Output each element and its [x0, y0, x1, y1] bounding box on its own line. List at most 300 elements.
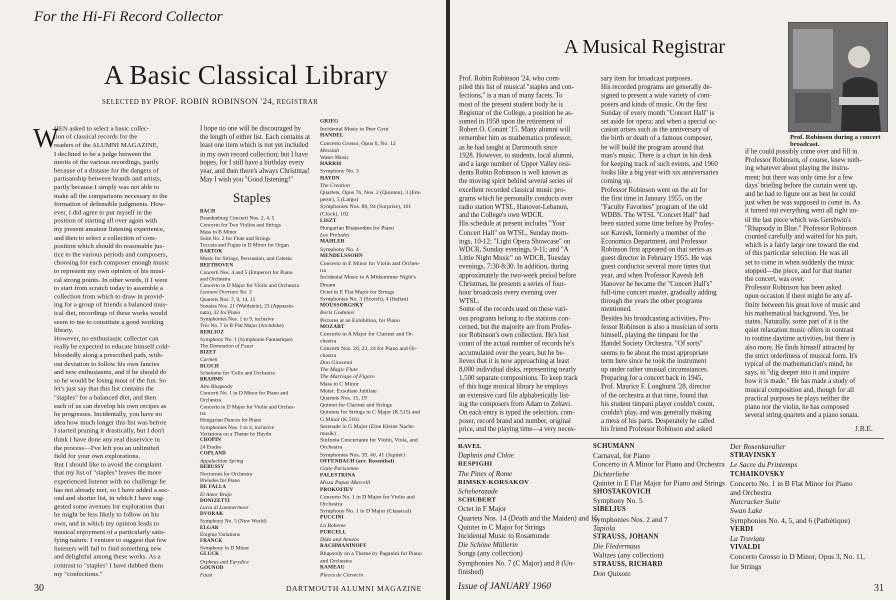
work-entry: Concerti Nos. 4 and 5 (Emperor) for Piano [200, 268, 293, 276]
body-text-line: typical of the mathematician's mind, he [745, 359, 853, 369]
body-text-line: and a large number of Upper Valley resi- [459, 159, 572, 168]
body-text-line: he will build the program around that [601, 142, 704, 151]
body-text-line: His schedule at present includes "Your [459, 219, 566, 228]
intro-text-line: because of a distaste for the dangers of [54, 166, 159, 175]
work-entry: Concerto No. 1 in D Major for Violin and [320, 493, 415, 501]
body-text-line: dents Robin Robinson is well known as [459, 168, 568, 177]
intro-text-line: ical diet, recordings of these works would [54, 308, 167, 318]
staples-list-right-2 [593, 442, 741, 578]
work-entry: Schelomo for 'Cello and Orchestra [200, 369, 275, 377]
work-entry: Faust [200, 571, 213, 578]
body-text-line: of the orchestra at that time, found that [601, 390, 708, 400]
work-entry: Nutcracker Suite [730, 497, 780, 507]
body-text-line: Professor Robinson has been asked [745, 283, 842, 292]
intro-text-line: and then to select a collection of com- [54, 233, 157, 242]
body-text-line: practical purposes he plays neither the [745, 393, 850, 403]
work-entry: and Orchestra [320, 556, 352, 564]
work-entry: Quartets Nos. 7, 9, 14, 15 [200, 295, 256, 303]
intro-text-line: partisanship between brands and artists, [54, 174, 162, 183]
footer-left: DARTMOUTH ALUMNI MAGAZINE [286, 584, 422, 593]
staples-list-right-3 [730, 442, 890, 571]
intro-text-line: readers of the ALUMNI MAGAZINE, [54, 140, 159, 150]
composer-heading: STRAVINSKY [730, 452, 777, 460]
staples-list-column-2 [200, 208, 300, 578]
body-text-line: through the years the other programs [601, 296, 703, 305]
work-entry: Quintet in C Major for Strings [458, 522, 546, 532]
body-text-line: approximately the two-week period before [459, 270, 577, 280]
work-entry: Concerto in A Major for Clarinet and Or- [320, 330, 414, 338]
work-entry: and Orchestra [200, 275, 231, 282]
work-entry: Dido and Aeneas [320, 535, 360, 543]
work-entry: Symphonies No. 7 (C Major) and 8 (Un- [458, 558, 575, 568]
photo [788, 22, 888, 132]
body-text-line: evenings, 7:30-8:30. In addition, during [459, 262, 569, 271]
work-entry: Nocturnes for Orchestra [200, 470, 253, 477]
work-entry: Quintet in E Flat Major for Piano and Strings [593, 478, 725, 488]
work-entry: Symphony No. 4 [320, 245, 359, 253]
body-text-line: Economics Department, and Professor [601, 236, 707, 245]
work-entry: Orchestra [200, 396, 222, 403]
work-entry: Der Rosenkavalier [730, 442, 786, 451]
composer-heading: MENDELSSOHN [320, 253, 363, 259]
body-text-line: for keeping track of such events, and 1960 [601, 159, 718, 168]
intro-text-line: hopes, for I still have a birthday every [200, 158, 304, 167]
work-entry: Boris Godunov [320, 309, 355, 317]
work-entry: Leonore Overture No. 3 [200, 288, 252, 296]
work-entry: Symphony No. 1 (Symphonie Fantastique) [200, 335, 293, 343]
intro-text-line: But I should like to avoid the complaint [54, 460, 162, 469]
work-entry: The Marriage of Figaro [320, 372, 375, 380]
work-entry: peror), 5 (Largo) [320, 195, 359, 203]
work-entry: Songs (any collection) [458, 549, 523, 559]
body-text-line: guest conductor several more times that [601, 262, 711, 271]
composer-heading: GLUCK [200, 551, 220, 557]
body-text-line: which is a fairly large one toward the end [745, 240, 859, 249]
intro-column-2 [200, 124, 310, 184]
intro-text-line: seem to me to constitute a good working [54, 317, 164, 326]
work-entry: Sonatas Nos. 21 (Waldstein), 23 (Appassio- [200, 302, 295, 309]
work-entry: Mass in C Minor [320, 379, 359, 387]
work-entry: Orchestra [320, 443, 343, 451]
composer-heading: MOZART [320, 324, 345, 330]
work-entry: Swan Lake [730, 506, 763, 516]
body-text-line: 1928. However, to students, local alumni, [459, 151, 574, 160]
composer-heading: CHOPIN [200, 437, 222, 443]
composer-heading: LISZT [320, 217, 337, 224]
work-entry: Quartets Nos. 14 (Death and the Maiden) and 15 [458, 513, 598, 523]
work-entry: G Minor (K.516) [320, 415, 359, 423]
composer-heading: HARRIS [320, 161, 342, 167]
body-text-line: man's music. There is a chart in his desk [601, 151, 712, 160]
work-entry: Serenade in G Major (Eine Kleine Nacht- [320, 422, 415, 430]
composer-heading: PURCELL [320, 529, 347, 535]
body-text-line: On each entry is typed the selection, com- [459, 407, 575, 417]
work-entry: Concerto in D Major for Violin and Orchestra [200, 282, 300, 289]
work-entry: Orchestra [320, 500, 343, 508]
article-title-right: A Musical Registrar [564, 36, 726, 58]
composer-heading: FRANCK [200, 538, 223, 544]
work-entry: nata), 32 for Piano [200, 308, 241, 316]
work-entry: Symphonies Nos. 1 to 9, inclusive [200, 315, 274, 323]
intro-text-line: gested some avenues for exploration that [54, 502, 165, 511]
signature: J.B.E. [855, 424, 873, 433]
intro-text-line: tion of classical records for the [54, 132, 138, 141]
intro-text-line: merits of the various recordings, partly [54, 157, 159, 166]
work-entry: Symphonies Nos. 39, 40, 41 (Jupiter) [320, 450, 405, 458]
body-text-line: count of the actual number of records he's [459, 339, 575, 348]
body-text-line: if he could possibly come over and fill in. [745, 147, 860, 156]
body-text-line: quiet relaxation music offers in contrast [745, 325, 854, 335]
body-text-line: Registrar of the College, a position he as- [459, 108, 574, 117]
composer-heading: PUCCINI [320, 515, 344, 521]
body-text-line: radio station WTSL, Hanover-Lebanon, [459, 202, 569, 211]
intro-text-line: the process—I've left you an unlimited [54, 443, 159, 452]
body-text-line: been started some time before by Profes- [601, 219, 714, 228]
composer-heading: BACH [200, 208, 216, 214]
work-entry: The Damnation of Faust [200, 342, 253, 350]
composer-heading: DONIZETTI [200, 498, 230, 504]
work-entry: Appalachian Spring [200, 456, 244, 464]
body-text-line: Preparing for a concert back in 1945, [601, 373, 704, 382]
body-text-line: Sunday of every month "Concert Hall" is [601, 108, 715, 117]
intro-text-line: so he would be losing most of the fun. So [54, 376, 167, 385]
intro-text-line: contrast to "staples" I have dubbed them [54, 560, 163, 570]
work-entry: Quartets, Opus 76, Nos. 2 (Quinten), 3 (Em- [320, 188, 422, 196]
work-entry: Hungarian Dances for Piano [200, 416, 262, 424]
work-entry: Tapiola [593, 523, 616, 533]
body-text-line: upon occasion if there might be any af- [745, 291, 853, 301]
work-entry: Waltzes (any collection) [593, 550, 664, 560]
body-text-line: the birth or death of a famous composer, [601, 133, 713, 143]
intro-text-line: has not already met, so I have added a sec- [54, 485, 170, 494]
byline-suffix: REGISTRAR [276, 99, 319, 106]
body-text-line: 8,000 individual disks, representing nearly [459, 365, 577, 374]
intro-text-line: my "confections." [54, 569, 103, 578]
staples-heading: Staples [233, 190, 271, 205]
work-entry: Sinfonia Concertante for Violin, Viola, and [320, 436, 418, 444]
work-entry: The Magic Flute [320, 365, 358, 373]
intro-text-line: idea how much longer this list was before [54, 418, 167, 427]
work-entry: Brandenburg Concerti Nos. 2, 4, 5 [200, 214, 275, 222]
work-entry: Concerto in D Major for Violin and Orches- [200, 403, 296, 410]
work-entry: 24 Etudes [200, 443, 222, 451]
composer-heading: HAYDN [320, 175, 340, 181]
intro-text-line: listeners will fail to find something new [54, 544, 162, 553]
intro-text-line: each of us can develop his own recipes as [54, 401, 167, 410]
body-text-line: coming up. [601, 176, 632, 186]
work-entry: Water Music [320, 153, 350, 161]
page-number-left: 30 [34, 583, 44, 594]
intro-text-line: experienced listener with no challenge he [54, 476, 166, 486]
body-text-line: sor Kavesh, formerly a member of the [601, 228, 706, 237]
composer-heading: TCHAIKOVSKY [730, 470, 785, 478]
body-text-line: posers and kinds of music. On the first [601, 99, 708, 109]
body-text-line: and he had to figure out as best he could [745, 189, 856, 198]
composer-heading: DEBUSSY [200, 464, 225, 470]
composer-heading: DVORAK [200, 511, 224, 517]
intro-text-line: in my own record collection; but I have [200, 149, 308, 158]
body-text-line: excellent recorded classical music pro- [459, 185, 566, 194]
work-entry: Concerto Grosso, Opus 6, No. 12 [320, 139, 396, 147]
body-text-line: Besides his broadcasting activities, Pro- [601, 313, 711, 323]
body-text-line: Professor Robinson, of course, knew noth- [745, 155, 862, 164]
body-text-line: Little Night Music" on WDCR, Tuesday [459, 253, 571, 263]
body-text-line: WTSL. [459, 296, 480, 305]
work-entry: Pictures at an Exhibition, for Piano [320, 316, 400, 324]
work-entry: Concerto in E Minor for Violin and Orches- [320, 259, 420, 267]
body-text-line: finity between his great love of music and [745, 300, 860, 309]
body-text-line: several string quartets and a piano sonata. [745, 410, 860, 420]
intro-text-line: to represent my own opinion of his musi- [54, 266, 166, 276]
page-number-right: 31 [874, 583, 884, 594]
body-text-line: ing whatever about playing the instru- [745, 164, 850, 173]
body-text-line: ing the composers from Adam to Zehavi. [459, 399, 572, 408]
body-text-line: Hanover he became the "Concert Hall's" [601, 279, 713, 288]
composer-heading: MAHLER [320, 239, 345, 245]
body-text-line: Prof. Maurice F. Longhurst '28, director [601, 382, 711, 391]
intro-text-line: partly because I simply was not able to [54, 182, 160, 192]
body-text-line: 1,500 separate compositions. To keep track [459, 373, 578, 382]
intro-text-line: let's just say that this list contains the [54, 384, 154, 393]
work-entry: Incidental Music to A Midsummer Night's [320, 273, 416, 281]
intro-text-line: collection from which to draw in provid- [54, 292, 165, 301]
intro-text-line: choosing for each composer enough music [54, 258, 170, 267]
intro-text-line: However, no enthusiastic collector can [54, 334, 159, 343]
body-text-line: WDCR, Sunday evenings, 9-11; and "A [459, 245, 569, 254]
intro-text-line: position of starting all over again with [54, 216, 158, 225]
work-entry: Symphonies Nos. 88, 94 (Surprise), 101 [320, 202, 412, 210]
body-text-line: Concert Hall" on WTSL, Sunday morn- [459, 228, 569, 237]
intro-text-line: least one item which is not yet included [200, 141, 309, 150]
body-text-line: the first time in January 1955, on the [601, 193, 703, 203]
work-entry: Incidental Music to Rosamunde [458, 531, 550, 541]
body-text-line: days' briefing before the curtain went up, [745, 181, 858, 190]
work-entry: Dream [320, 280, 336, 288]
intro-column-1 [54, 124, 177, 578]
composer-heading: RIMSKY-KORSAKOV [458, 478, 530, 486]
composer-heading: STRAUSS, RICHARD [593, 560, 663, 568]
composer-heading: PROKOFIEV [320, 486, 354, 493]
intro-text-line: out deviation to follow his own fancies [54, 359, 160, 368]
work-entry: Carnaval, for Piano [593, 451, 650, 460]
intro-text-line: May I wish you "Good listening!" [200, 175, 294, 184]
work-entry: Quartets Nos. 15, 19 [320, 394, 367, 401]
composer-heading: SCHUMANN [593, 442, 635, 450]
work-entry: Alto Rhapsody [200, 382, 233, 390]
body-text-line: sumed in 1958 upon the retirement of [459, 116, 563, 126]
body-text-line: Professor Robinson went on the air for [601, 185, 708, 194]
body-text-line: hour broadcasts every evening over [459, 287, 557, 297]
work-entry: The Creation [320, 181, 350, 189]
body-column-3 [745, 147, 876, 419]
intro-text-line: ing for a group of friends a balanced mus- [54, 300, 168, 309]
composer-heading: BLOCH [200, 363, 219, 369]
photo-caption: Prof. Robinson during a concert broadcast. [790, 134, 881, 148]
composer-heading: VIVALDI [730, 544, 761, 552]
work-entry: Don Quixote [593, 569, 631, 578]
intro-text-line: ond and shorter list, in which I have sug- [54, 493, 165, 502]
body-text-line: of this particular selection. He was all [745, 249, 849, 258]
work-entry: Symphonies Nos. 2 and 7 [593, 514, 668, 524]
work-entry: (Clock), 102 [320, 210, 349, 217]
composer-heading: SIBELIUS [593, 506, 626, 514]
composer-heading: BERLIOZ [200, 329, 224, 335]
intro-text-line: he progresses. Incidentally, you have no [54, 409, 163, 418]
body-text-line: just when he was supposed to come in. As [745, 198, 861, 207]
work-entry: chestra [320, 337, 337, 345]
work-entry: and Orchestra [730, 488, 772, 498]
body-text-line: as he had taught at Dartmouth since [459, 142, 558, 151]
body-text-line: Some of the records used on these vari- [459, 305, 568, 314]
work-entry: finished) [458, 567, 484, 576]
photo-image [789, 23, 887, 131]
work-entry: El Amor Brujo [200, 490, 232, 498]
work-entry: Symphonies No. 3 (Scotch), 4 (Italian) [320, 294, 409, 302]
work-entry: Concerto No. 1 in B Flat Minor for Piano [730, 478, 853, 488]
work-entry: Quintet for Clarinet and Strings [320, 401, 392, 409]
composer-heading: SCHUBERT [458, 496, 497, 504]
body-text-line: Prof. Robin Robinson '24, who com- [459, 74, 561, 83]
staples-list-right-1 [458, 442, 598, 576]
composer-heading: COPLAND [200, 450, 226, 457]
body-text-line: how it is made." He has made a study of [745, 376, 856, 386]
body-text-line: full-time concert master, gradually adding [601, 287, 717, 297]
body-text-line: accumulated over the years, but he be- [459, 347, 565, 357]
intro-text-line: tice to the various periods and composers, [54, 250, 168, 259]
body-text-line: grams which he personally conducts over [459, 193, 573, 203]
work-entry: Die Fledermaus [593, 541, 641, 551]
intro-text-line: HEN asked to select a basic collec- [54, 124, 150, 133]
work-entry: Symphonies No. 4, 5, and 6 (Pathétique) [730, 515, 851, 525]
work-entry: Orpheus and Eurydice [200, 557, 249, 565]
body-text-line: set aside for opera; and when a special oc- [601, 116, 718, 126]
work-entry: tra [320, 266, 326, 274]
body-text-line: it turned out everything went all right un- [745, 206, 859, 215]
work-entry: Don Giovanni [320, 358, 353, 366]
work-entry: Trio No. 7 in B Flat Major (Archduke) [200, 322, 284, 329]
work-entry: Daphnis and Chloe [458, 450, 514, 460]
body-text-line: "Rhapsody in Blue." Professor Robinson [745, 223, 857, 232]
body-text-line: poser, record brand and number, original [459, 416, 571, 425]
body-text-line: sor Robinson's own collection. He's lost [459, 330, 569, 340]
staples-list-column-3 [320, 118, 422, 578]
intro-text-line: he might be less likely to follow on his [54, 510, 159, 519]
work-entry: The Pines of Rome [458, 468, 513, 478]
work-entry: Incidental Music to Peer Gynt [320, 125, 389, 132]
body-text-line: casion arises such as the anniversary of [601, 125, 710, 134]
body-text-line: his mathematical background. Yes, he [745, 308, 849, 318]
body-text-line: guest director in February 1955. He was [601, 253, 712, 263]
intro-text-line: "staples" for a balanced diet, and then [54, 392, 156, 402]
body-column-2 [601, 74, 731, 433]
body-text-line: the concert, was over. [745, 274, 805, 284]
body-text-line: price, and the playing time—a very neces- [459, 424, 576, 434]
body-text-line: most of the present student body he is [459, 99, 564, 109]
body-text-line: of this huge musical library he employs [459, 382, 568, 391]
work-entry: Suite No. 2 for Flute and Strings [200, 234, 271, 242]
body-text-line: sary item for broadcast purposes. [601, 74, 693, 83]
body-text-line: piled this list of musical "staples and con- [459, 82, 574, 91]
work-entry: Hungarian Rhapsodies for Piano [320, 224, 395, 232]
intro-text-line: bloodedly along a prescribed path, with- [54, 350, 164, 360]
body-text-line: says, to "dig deeper into it and inquire [745, 368, 850, 377]
work-entry: Symphony No. 5 (New World) [200, 517, 267, 525]
composer-heading: RESPIGHI [458, 460, 493, 468]
intro-text-line: year, and then there's always Christmas! [200, 166, 310, 175]
body-text-line: stopped—the piece, and for that matter [745, 266, 852, 275]
work-entry: Concerto in A Minor for Piano and Orchestra [593, 460, 725, 470]
work-entry: Symphony in D Minor [200, 544, 250, 551]
body-text-line: couldn't play, and was generally making [601, 407, 712, 417]
composer-heading: HANDEL [320, 132, 344, 139]
intro-text-line: field for your own explorations. [54, 451, 141, 460]
drop-cap: W [33, 123, 59, 153]
composer-heading: SHOSTAKOVICH [593, 488, 651, 496]
composer-heading: BRAHMS [200, 376, 223, 383]
byline-name: PROF. ROBIN ROBINSON '24, [153, 96, 275, 106]
composer-heading: BEETHOVEN [200, 262, 234, 268]
body-text-line: up under rather unusual circumstances. [601, 365, 709, 374]
body-text-line: an extensive card file alphabetically list- [459, 390, 571, 400]
body-text-line: states. Naturally, some part of it is the [745, 317, 849, 326]
body-text-line: musical composition and, though for all [745, 385, 854, 394]
body-text-line: signed to present a wide variety of com- [601, 91, 712, 100]
work-entry: Variations on a Theme by Haydn [200, 430, 272, 437]
work-entry: Octet in F Major [458, 504, 507, 514]
work-entry: Octet in E Flat Major for Strings [320, 287, 395, 295]
intro-text-line: and new enthusiasms, and if he should do [54, 367, 167, 376]
work-entry: Concerti No. 1 in D Minor for Piano and [200, 389, 289, 397]
composer-heading: GRIEG [320, 118, 339, 125]
work-entry: Preludes for Piano [200, 477, 240, 484]
composer-heading: DE FALLA [200, 484, 227, 490]
intro-text-line: cal strong points. In other words, if I were [54, 275, 168, 284]
body-text-line: mentioned. [601, 305, 632, 314]
work-entry: Concerti Nos. 20, 23, 24 for Piano and Or- [320, 344, 417, 352]
composer-heading: GOUNOD [200, 565, 224, 571]
work-entry: Rhapsody on a Theme by Paganini for Piano [320, 549, 422, 557]
work-entry: Gaite Parisienne [320, 464, 359, 472]
body-text-line: and the College's own WDCR. [459, 210, 544, 220]
body-text-line: fessor Robinson is also a musician of sorts [601, 322, 719, 331]
work-entry: La Traviata [730, 534, 765, 544]
intro-text-line: think I have done any real disservice in [54, 434, 160, 444]
body-text-line: the moving spirit behind several series of [459, 176, 573, 186]
body-text-line: his friend Professor Robinson and asked [601, 424, 712, 434]
body-text-line: term here since he took the instrument [601, 356, 707, 365]
intro-text-line: ever, I did agree to put myself in the [54, 208, 152, 217]
work-entry: Scheherazade [458, 486, 498, 496]
composer-heading: ELGAR [200, 524, 219, 531]
work-entry: Concerto Grosso in D Minor, Opus 3, No. 11, [730, 552, 865, 562]
body-text-line: His recorded programs are generally de- [601, 82, 712, 91]
intro-text-line: I hope no one will be discouraged by [200, 124, 302, 133]
intro-text-line: make all the comparisons necessary to the [54, 191, 168, 200]
body-text-line: ings, 10-12; "Light Opera Showcase" on [459, 236, 571, 245]
intro-text-line: the length of either list. Each contains at [200, 132, 310, 141]
composer-heading: RAVEL [458, 442, 482, 450]
body-text-line: year, and when Professor Kavesh left [601, 270, 704, 280]
intro-text-line: really be expected to educate himself cold- [54, 342, 170, 351]
work-entry: Quintets for Strings in C Major (K.515) and [320, 408, 421, 416]
work-entry: Symphonies Nos. 1 to 4, inclusive [200, 423, 274, 430]
work-entry: Motet: Exsultate Jubilate [320, 386, 377, 394]
intro-text-line: fying nature. I venture to suggest that few [54, 535, 167, 544]
body-column-1 [459, 74, 589, 433]
work-entry: Enigma Variations [200, 530, 240, 538]
footer-right: Issue of JANUARY 1960 [458, 582, 551, 592]
intro-text-line: library. [54, 325, 74, 334]
